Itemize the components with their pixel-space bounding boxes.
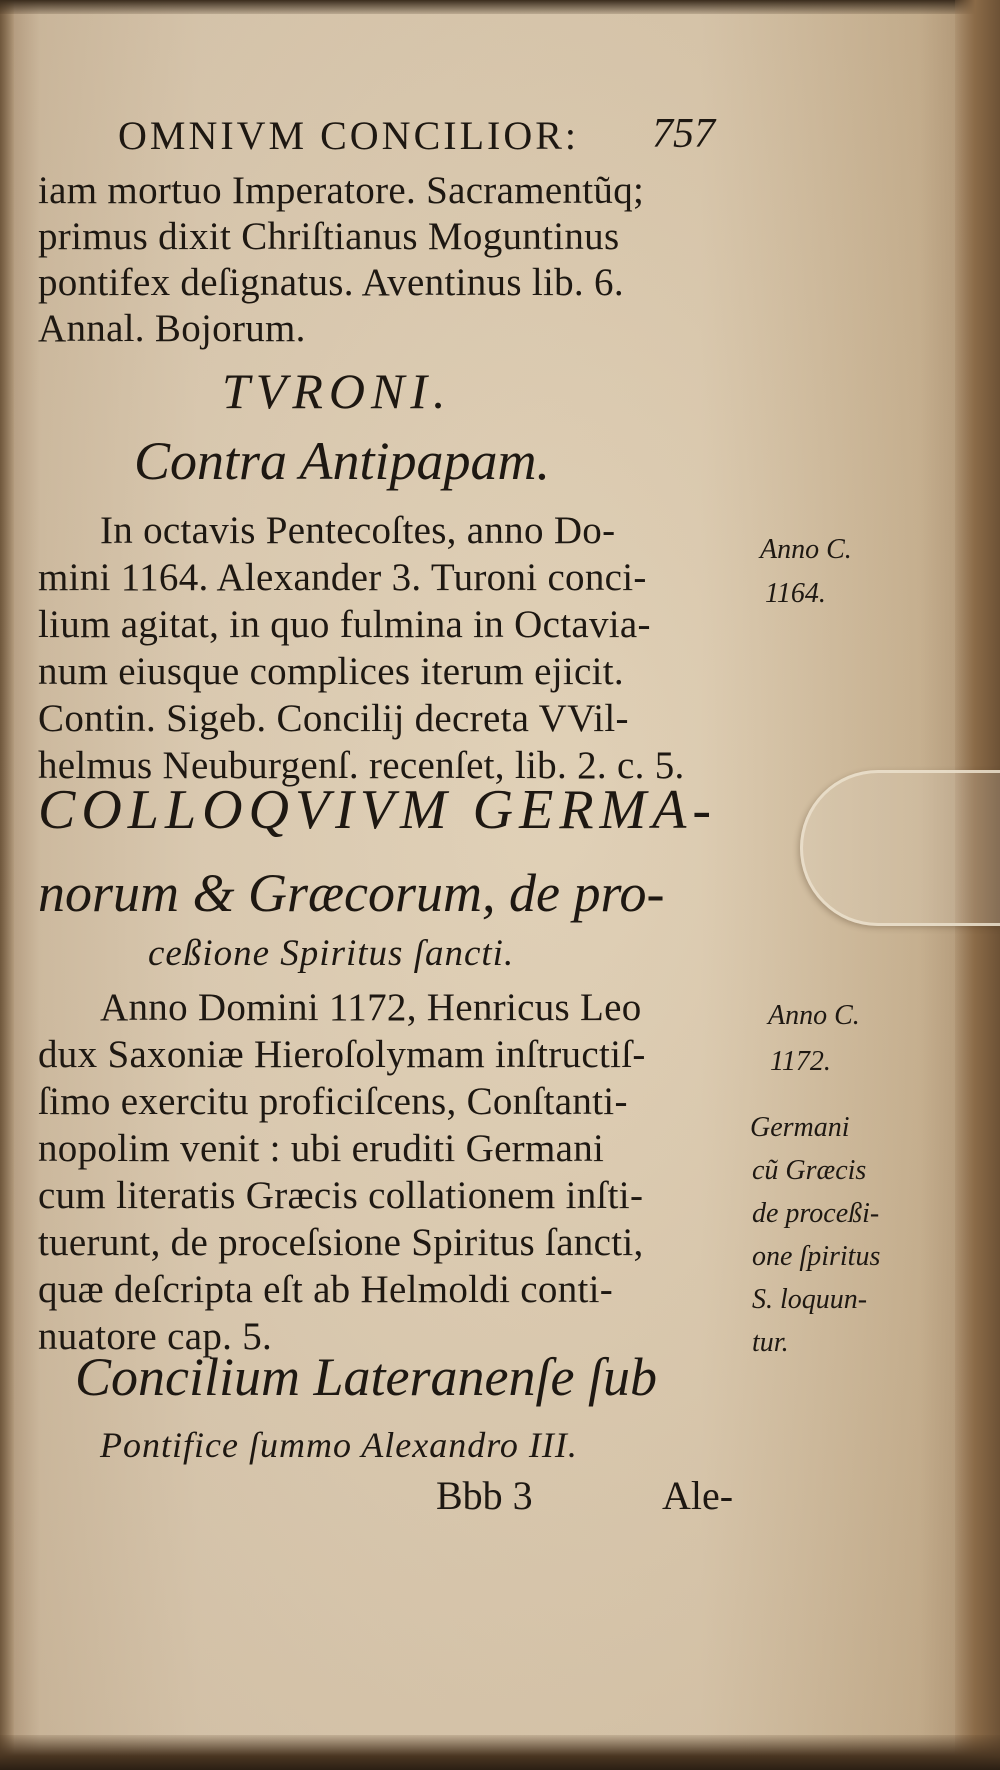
margin-note-germani: tur. bbox=[752, 1327, 789, 1358]
text-line: Contin. Sigeb. Concilij decreta VVil- bbox=[38, 697, 629, 740]
margin-note-germani: S. loquun- bbox=[752, 1284, 868, 1315]
text-line: cum literatis Græcis collationem inſti- bbox=[38, 1174, 644, 1217]
text-line: pontifex deſignatus. Aventinus lib. 6. bbox=[38, 261, 624, 304]
page-top-edge bbox=[0, 0, 1000, 14]
text-line: nuatore cap. 5. bbox=[38, 1315, 273, 1358]
text-line: In octavis Pentecoſtes, anno Do- bbox=[100, 509, 616, 552]
text-line: primus dixit Chriſtianus Moguntinus bbox=[38, 215, 620, 258]
heading-contra-antipapam: Contra Antipapam. bbox=[134, 431, 551, 491]
page-bottom-edge bbox=[0, 1735, 1000, 1770]
margin-note-germani: de proceßi- bbox=[752, 1198, 880, 1229]
margin-note-year: 1164. bbox=[765, 578, 826, 609]
text-line: num eiusque complices iterum ejicit. bbox=[38, 650, 624, 693]
heading-concilium-lateranense: Concilium Lateranenſe ſub bbox=[75, 1347, 657, 1407]
heading-pontifice: Pontifice ſummo Alexandro III. bbox=[100, 1425, 578, 1465]
text-line: ſimo exercitu proficiſcens, Conſtanti- bbox=[38, 1080, 628, 1123]
margin-note-germani: one ſpiritus bbox=[752, 1241, 881, 1272]
margin-note-year: Anno C. bbox=[768, 1000, 860, 1031]
running-head: OMNIVM CONCILIOR: bbox=[118, 113, 579, 158]
text-line: iam mortuo Imperatore. Sacramentũq; bbox=[38, 169, 645, 212]
margin-note-year: Anno C. bbox=[760, 534, 852, 565]
text-line: nopolim venit : ubi eruditi Germani bbox=[38, 1127, 605, 1170]
heading-turoni: TVRONI. bbox=[222, 363, 452, 419]
text-line: quæ deſcripta eſt ab Helmoldi conti- bbox=[38, 1268, 614, 1311]
margin-note-germani: Germani bbox=[750, 1112, 850, 1143]
text-line: mini 1164. Alexander 3. Turoni conci- bbox=[38, 556, 647, 599]
margin-note-year: 1172. bbox=[770, 1046, 831, 1077]
text-line: Annal. Bojorum. bbox=[38, 307, 306, 350]
heading-colloquium: COLLOQVIVM GERMA- bbox=[38, 779, 718, 841]
text-line: helmus Neuburgenſ. recenſet, lib. 2. c. 5. bbox=[38, 744, 685, 787]
page-number: 757 bbox=[652, 111, 715, 157]
page-clip bbox=[800, 770, 1000, 926]
heading-colloquium-end: ceßione Spiritus ſancti. bbox=[148, 933, 515, 974]
text-line: lium agitat, in quo fulmina in Octavia- bbox=[38, 603, 651, 646]
text-line: tuerunt, de proceſsione Spiritus ſancti, bbox=[38, 1221, 644, 1264]
text-line: dux Saxoniæ Hieroſolymam inſtructiſ- bbox=[38, 1033, 646, 1076]
page-gutter-shadow bbox=[0, 0, 14, 1770]
signature-mark: Bbb 3 bbox=[436, 1473, 533, 1518]
margin-note-germani: cũ Græcis bbox=[752, 1155, 867, 1186]
heading-colloquium-cont: norum & Græcorum, de pro- bbox=[38, 863, 665, 923]
catchword: Ale- bbox=[662, 1473, 734, 1518]
text-line: Anno Domini 1172, Henricus Leo bbox=[100, 986, 642, 1029]
